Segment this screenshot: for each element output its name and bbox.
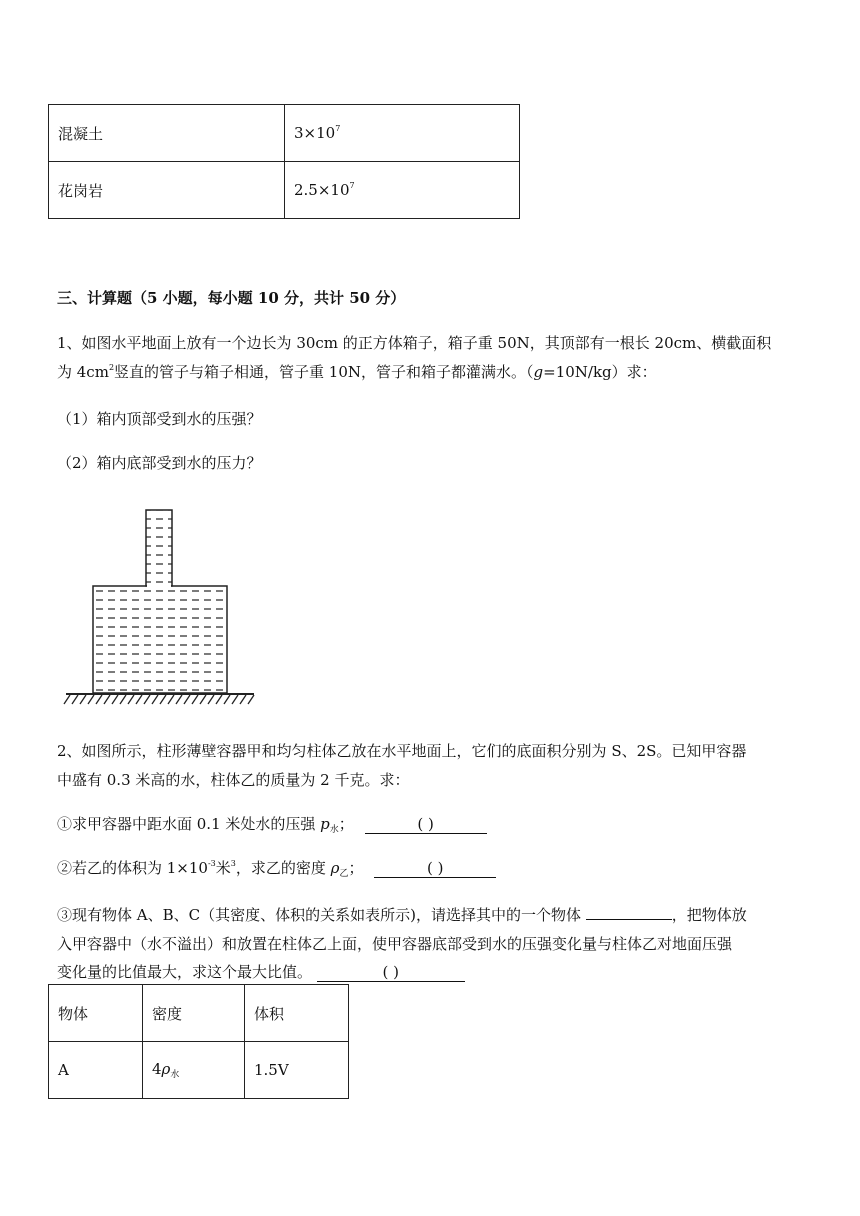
value-cell: $3\times 10^7$ [285, 105, 520, 162]
object-table [48, 984, 349, 1099]
header-volume: 体积 [245, 985, 349, 1042]
q2-part3-line3: 变化量的比值最大，求这个最大比值。 ( ) [57, 962, 465, 982]
q2-part2: ②若乙的体积为 $1\times 10^{-3}$米$^3$，求乙的密度 $\rho_乙$； ( ) [57, 858, 496, 884]
density-cell: $4\rho_水$ [143, 1042, 245, 1099]
material-table [48, 104, 520, 219]
q2-part1: ①求甲容器中距水面 0.1 米处水的压强 $p_水$； ( ) [57, 814, 487, 840]
q2-part3-line2: 入甲容器中（水不溢出）和放置在柱体乙上面，使甲容器底部受到水的压强变化量与柱体乙对地面压强 [57, 935, 733, 953]
section-heading: 三、计算题（5 小题，每小题 10 分，共计 50 分） [57, 289, 406, 307]
q2-part3-line1: ③现有物体 A、B、C（其密度、体积的关系如表所示)，请选择其中的一个物体 ，把物体放 [57, 906, 747, 924]
q1-line1: 1、如图水平地面上放有一个边长为 30cm 的正方体箱子，箱子重 50N，其顶部有一根长 20cm、横截面积 [57, 334, 772, 352]
material-cell: 花岗岩 [49, 162, 285, 219]
object-cell: A [49, 1042, 143, 1099]
q1-sub2: （2）箱内底部受到水的压力？ [57, 454, 262, 472]
ground-hatch [64, 695, 254, 704]
header-density: 密度 [143, 985, 245, 1042]
water-box [93, 586, 227, 693]
q2-line2: 中盛有 0.3 米高的水，柱体乙的质量为 2 千克。求： [57, 771, 410, 789]
answer-blank-2[interactable]: ( ) [374, 859, 496, 878]
answer-blank-3[interactable]: ( ) [317, 963, 465, 982]
object-choice-blank[interactable] [586, 905, 672, 920]
box-tube-figure [58, 505, 258, 710]
volume-cell: 1.5V [245, 1042, 349, 1099]
q1-line2: 为 $4cm^2$竖直的管子与箱子相通，管子重 10N，管子和箱子都灌满水。（g=10N/kg）求： [57, 363, 657, 381]
q2-line1: 2、如图所示，柱形薄壁容器甲和均匀柱体乙放在水平地面上，它们的底面积分别为 S、2S。已知甲容器 [57, 742, 747, 760]
tube [146, 510, 172, 586]
material-cell: 混凝土 [49, 105, 285, 162]
q1-sub1: （1）箱内顶部受到水的压强？ [57, 410, 262, 428]
value-cell: $2.5\times 10^7$ [285, 162, 520, 219]
header-object: 物体 [49, 985, 143, 1042]
answer-blank-1[interactable]: ( ) [365, 815, 487, 834]
